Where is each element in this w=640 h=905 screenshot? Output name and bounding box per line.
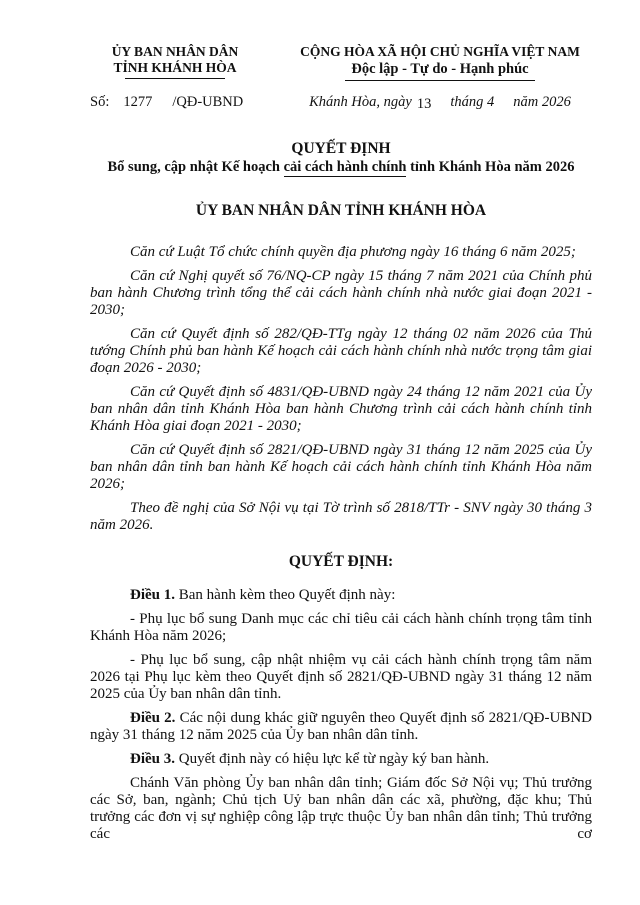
preamble-paragraph: Theo đề nghị của Sở Nội vụ tại Tờ trình số 2818/TTr - SNV ngày 30 tháng 3 năm 2026. [90,500,592,533]
preamble-paragraph: Căn cứ Nghị quyết số 76/NQ-CP ngày 15 tháng 7 năm 2021 của Chính phủ ban hành Chương trình tổng thể cải cách hành chính nhà nước giai đoạn 2021 - 2030; [90,268,592,318]
article-2 [90,710,592,744]
preamble-paragraph: Căn cứ Luật Tổ chức chính quyền địa phương ngày 16 tháng 6 năm 2025; [130,244,576,260]
preamble-paragraph: Căn cứ Quyết định số 282/QĐ-TTg ngày 12 tháng 02 năm 2026 của Thủ tướng Chính phủ ban hành Kế hoạch cải cách hành chính nhà nước trọng tâm giai đoạn 2026 - 2030; [90,326,592,376]
national-title: CỘNG HÒA XÃ HỘI CHỦ NGHĨA VIỆT NAM [300,44,580,59]
issuer-name: ỦY BAN NHÂN DÂN [111,44,239,59]
preamble-paragraph: Căn cứ Quyết định số 4831/QĐ-UBND ngày 24 tháng 12 năm 2021 của Ủy ban nhân dân tỉnh Khánh Hòa ban hành Chương trình cải cách hành chính tỉnh Khánh Hòa giai đoạn 2021 - 2030; [90,384,592,434]
decision-heading: QUYẾT ĐỊNH: [288,553,394,570]
number-suffix: /QĐ-UBND [172,94,244,110]
article-1 [90,587,592,604]
subtitle-underlined-phrase: cải cách hành chính [283,159,407,175]
issuing-authority-block [55,44,295,81]
number-label: Số: [90,94,110,110]
subtitle-before: Bổ sung, cập nhật Kế hoạch [107,159,284,175]
article-2-label: Điều 2. [130,710,176,726]
article-3 [90,751,592,768]
number-date-row [0,94,640,111]
preamble-section [90,244,592,534]
date-prefix: Khánh Hòa, ngày [309,94,412,110]
article-3-label: Điều 3. [130,751,175,767]
article-2-text: Các nội dung khác giữ nguyên theo Quyết định số 2821/QĐ-UBND ngày 31 tháng 12 năm 2025 của Ủy ban nhân dân tỉnh. [90,710,593,743]
motto-underline [345,80,535,81]
document-number [90,94,250,111]
article-1-label: Điều 1. [130,587,175,603]
national-motto: Độc lập - Tự do - Hạnh phúc [351,61,529,77]
preamble-paragraph: Căn cứ Quyết định số 2821/QĐ-UBND ngày 31 tháng 12 năm 2025 của Ủy ban nhân dân tỉnh ban hành Kế hoạch cải cách hành chính tỉnh Khánh Hòa năm 2026; [90,442,592,492]
issuer-province: TỈNH KHÁNH HÒA [113,60,237,75]
document-body [0,139,640,843]
place-date-line [290,94,590,111]
date-year: năm 2026 [513,94,571,110]
national-motto-block [295,44,585,81]
article-1-text: Ban hành kèm theo Quyết định này: [175,587,396,603]
date-month: tháng 4 [450,94,495,110]
document-header [0,0,640,81]
document-subtitle [70,158,612,177]
issuer-underline [125,78,225,79]
deciding-authority: ỦY BAN NHÂN DÂN TỈNH KHÁNH HÒA [195,202,487,219]
recipients-paragraph: Chánh Văn phòng Ủy ban nhân dân tỉnh; Giám đốc Sở Nội vụ; Thủ trưởng các Sở, ban, ngành; Chủ tịch Uỷ ban nhân dân các xã, phường, đặc khu; Thủ trưởng các đơn vị sự nghiệp công lập trực thuộc Ủy ban nhân dân tỉnh; Thủ trưởng các cơ [90,775,592,842]
document-type-heading: QUYẾT ĐỊNH [291,140,391,157]
subtitle-after: tỉnh Khánh Hòa năm 2026 [406,159,575,175]
article-3-text: Quyết định này có hiệu lực kể từ ngày ký ban hành. [175,751,490,767]
date-day: 13 [416,96,432,112]
number-value: 1277 [123,94,153,110]
article-1-bullet: - Phụ lục bổ sung Danh mục các chỉ tiêu cải cách hành chính trọng tâm tỉnh Khánh Hòa năm 2026; [90,611,592,644]
article-1-bullet: - Phụ lục bổ sung, cập nhật nhiệm vụ cải cách hành chính trọng tâm năm 2026 tại Phụ lục kèm theo Quyết định số 2821/QĐ-UBND ngày 31 tháng 12 năm 2025 của Ủy ban nhân dân tỉnh. [90,652,592,702]
